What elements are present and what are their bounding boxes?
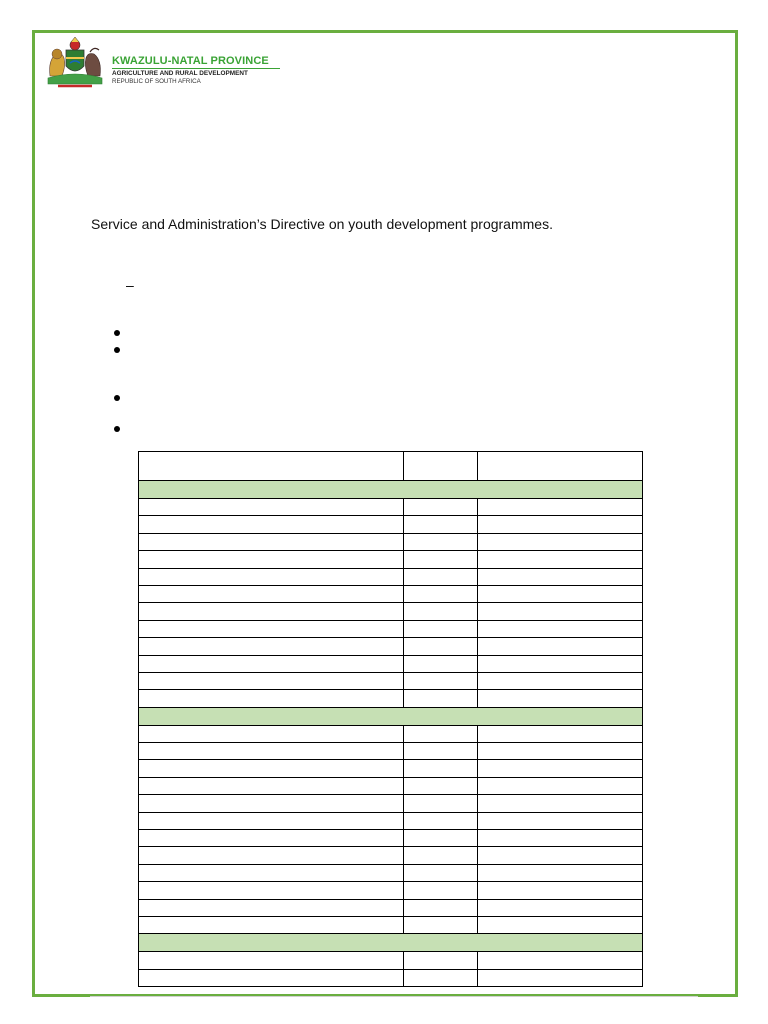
table-cell: [478, 795, 643, 812]
table-cell: [139, 882, 404, 899]
table-cell: [404, 725, 478, 742]
table-cell: [139, 934, 643, 952]
table-row: [139, 847, 643, 864]
table-cell: [404, 655, 478, 672]
table-cell: [478, 551, 643, 568]
table-row: [139, 864, 643, 881]
department-name: AGRICULTURE AND RURAL DEVELOPMENT: [112, 70, 248, 77]
table-cell: [404, 899, 478, 916]
bullet-icon: [114, 395, 120, 401]
table-row: [139, 672, 643, 689]
table-cell: [478, 516, 643, 533]
table-row: [139, 777, 643, 794]
table-row: [139, 568, 643, 585]
table-cell: [478, 812, 643, 829]
table-cell: [478, 760, 643, 777]
table-cell: [139, 847, 404, 864]
table-cell: [404, 812, 478, 829]
table-cell: [404, 830, 478, 847]
table-cell: [139, 533, 404, 550]
table-cell: [478, 952, 643, 969]
footer-rule: [90, 996, 698, 997]
table-cell: [404, 452, 478, 481]
table-cell: [139, 551, 404, 568]
table-row: [139, 812, 643, 829]
table-cell: [404, 847, 478, 864]
country-name: REPUBLIC OF SOUTH AFRICA: [112, 78, 201, 85]
bullet-icon: [114, 330, 120, 336]
table-cell: [139, 452, 404, 481]
table-cell: [139, 585, 404, 602]
coat-of-arms-icon: [44, 36, 106, 90]
table-cell: [404, 690, 478, 707]
table-cell: [139, 777, 404, 794]
table-cell: [139, 743, 404, 760]
table-cell: [478, 452, 643, 481]
data-table: [138, 451, 643, 987]
table-cell: [139, 830, 404, 847]
table-cell: [478, 638, 643, 655]
table-row: [139, 620, 643, 637]
table-cell: [139, 864, 404, 881]
table-cell: [478, 777, 643, 794]
table-cell: [404, 499, 478, 516]
table-cell: [478, 899, 643, 916]
table-section-row: [139, 934, 643, 952]
table-cell: [478, 655, 643, 672]
table-cell: [404, 882, 478, 899]
table-cell: [404, 603, 478, 620]
table-cell: [478, 499, 643, 516]
table-section-row: [139, 481, 643, 499]
table-cell: [404, 743, 478, 760]
table-row: [139, 603, 643, 620]
table-cell: [478, 672, 643, 689]
table-cell: [404, 620, 478, 637]
table-cell: [404, 795, 478, 812]
table-cell: [139, 620, 404, 637]
table-row: [139, 795, 643, 812]
table-cell: [478, 603, 643, 620]
table-cell: [478, 585, 643, 602]
table-cell: [139, 969, 404, 986]
table-cell: [404, 952, 478, 969]
table-cell: [139, 481, 643, 499]
table-cell: [139, 760, 404, 777]
table-row: [139, 638, 643, 655]
table-cell: [139, 952, 404, 969]
province-name: KWAZULU-NATAL PROVINCE: [112, 55, 269, 67]
table-cell: [478, 620, 643, 637]
body-text-line: Service and Administration’s Directive on youth development programmes.: [91, 216, 553, 232]
table-section-row: [139, 707, 643, 725]
table-cell: [404, 864, 478, 881]
table-cell: [478, 725, 643, 742]
header-rule: [112, 68, 280, 69]
bullet-icon: [114, 347, 120, 353]
table-cell: [139, 655, 404, 672]
table-cell: [478, 969, 643, 986]
table-row: [139, 830, 643, 847]
table-cell: [139, 690, 404, 707]
table-cell: [139, 638, 404, 655]
table-cell: [139, 499, 404, 516]
bullet-icon: [114, 426, 120, 432]
table-cell: [139, 899, 404, 916]
table-cell: [478, 568, 643, 585]
table-row: [139, 585, 643, 602]
table-cell: [404, 760, 478, 777]
table-cell: [478, 864, 643, 881]
table-row: [139, 899, 643, 916]
table-cell: [139, 725, 404, 742]
table-cell: [404, 533, 478, 550]
table-cell: [139, 516, 404, 533]
table-cell: [478, 916, 643, 933]
table-row: [139, 882, 643, 899]
table-cell: [478, 882, 643, 899]
table-cell: [404, 638, 478, 655]
table-row: [139, 760, 643, 777]
table-row: [139, 743, 643, 760]
dash-marker: –: [126, 277, 134, 293]
table-cell: [478, 743, 643, 760]
table-cell: [404, 516, 478, 533]
table-cell: [139, 568, 404, 585]
table-cell: [478, 533, 643, 550]
table-cell: [404, 672, 478, 689]
table-cell: [139, 795, 404, 812]
table-cell: [404, 916, 478, 933]
table-cell: [404, 777, 478, 794]
table-row: [139, 499, 643, 516]
table-cell: [478, 690, 643, 707]
table-cell: [404, 568, 478, 585]
table-cell: [478, 830, 643, 847]
table-row: [139, 533, 643, 550]
table-cell: [139, 812, 404, 829]
table-row: [139, 952, 643, 969]
table-row: [139, 551, 643, 568]
table-row: [139, 655, 643, 672]
table-row: [139, 725, 643, 742]
table-cell: [139, 707, 643, 725]
table-row: [139, 916, 643, 933]
table-cell: [404, 585, 478, 602]
table-cell: [139, 672, 404, 689]
table-row: [139, 969, 643, 986]
table-row: [139, 690, 643, 707]
table-cell: [139, 603, 404, 620]
table-cell: [139, 916, 404, 933]
table-cell: [404, 551, 478, 568]
table-header-row: [139, 452, 643, 481]
table-cell: [404, 969, 478, 986]
table-cell: [478, 847, 643, 864]
table-row: [139, 516, 643, 533]
